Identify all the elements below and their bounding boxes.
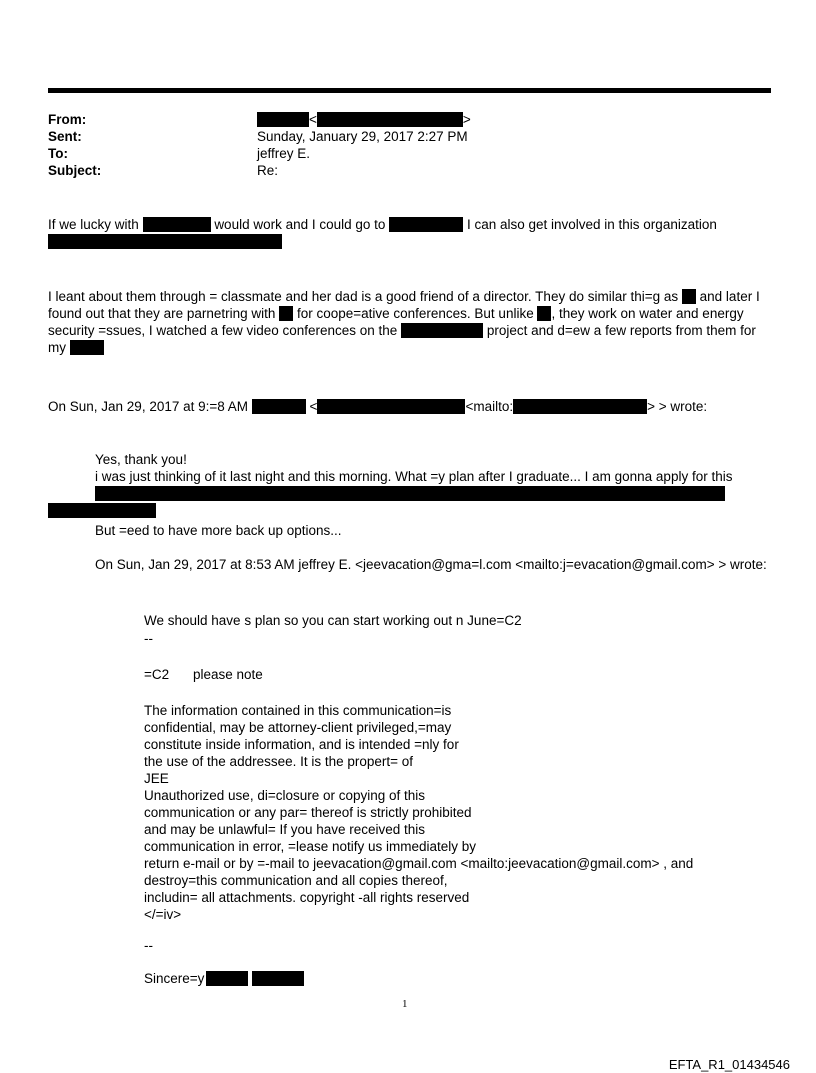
- redaction-box: [257, 112, 309, 127]
- redaction-box: [70, 340, 104, 355]
- redaction-box: [252, 971, 304, 986]
- sent-label: Sent:: [48, 129, 82, 144]
- text-run: Sincere=y: [144, 971, 205, 986]
- redaction-box: [48, 234, 282, 249]
- header-rule: [48, 88, 771, 93]
- quote-header-2: On Sun, Jan 29, 2017 at 8:53 AM jeffrey E. <jeevacation@gma=l.com <mailto:j=evacation@gmail.com> > wrote:: [95, 557, 767, 572]
- sent-value: Sunday, January 29, 2017 2:27 PM: [257, 129, 468, 144]
- disclaimer-line: constitute inside information, and is intended =nly for: [144, 737, 459, 752]
- disclaimer-line: and may be unlawful= If you have received this: [144, 822, 426, 837]
- disclaimer-line: JEE: [144, 771, 169, 786]
- disclaimer-line: Unauthorized use, di=closure or copying of this: [144, 788, 426, 803]
- redaction-box: [537, 306, 551, 321]
- backup-line: But =eed to have more back up options...: [95, 523, 342, 538]
- disclaimer-line: includin= all attachments. copyright -all rights reserved: [144, 890, 470, 905]
- c2-marker: =C2: [144, 667, 170, 682]
- disclaimer-line: </=iv>: [144, 907, 182, 922]
- paragraph-line: [48, 305, 778, 322]
- disclaimer-line: communication or any par= thereof is strictly prohibited: [144, 805, 472, 820]
- text-run: <: [309, 399, 318, 414]
- page-number: 1: [402, 998, 408, 1010]
- redaction-box: [206, 971, 248, 986]
- text-run: > > wrote:: [647, 399, 708, 414]
- paragraph-line: [48, 233, 778, 250]
- subject-value: Re:: [257, 163, 279, 178]
- disclaimer-line: communication in error, =lease notify us immediately by: [144, 839, 477, 854]
- redacted-line: [48, 502, 156, 519]
- redaction-box: [48, 503, 156, 518]
- text-run: On Sun, Jan 29, 2017 at 9:=8 AM: [48, 399, 249, 414]
- yes-line: Yes, thank you!: [95, 452, 187, 467]
- to-label: To:: [48, 146, 68, 161]
- redaction-box: [252, 399, 306, 414]
- text-run: <mailto:: [465, 399, 514, 414]
- text-run: my: [48, 340, 66, 355]
- from-value: [257, 111, 471, 128]
- redaction-box: [682, 289, 696, 304]
- redaction-box: [513, 399, 647, 414]
- text-run: project and d=ew a few reports from them for: [486, 323, 756, 338]
- disclaimer-line: return e-mail or by =-mail to jeevacation@gmail.com <mailto:jeevacation@gmail.com> , and: [144, 856, 694, 871]
- redaction-box: [143, 217, 211, 232]
- text-run: , they work on water and energy: [551, 306, 744, 321]
- text-run: and later I: [699, 289, 760, 304]
- from-row: [48, 111, 768, 128]
- paragraph-line: [48, 288, 778, 305]
- text-run: I leant about them through = classmate and her dad is a good friend of a director. They do similar thi=g as: [48, 289, 679, 304]
- text-run: would work and I could go to: [214, 217, 386, 232]
- paragraph-line: [48, 339, 778, 356]
- plan-line: We should have s plan so you can start working out n June=C2: [144, 613, 522, 628]
- text-run: I can also get involved in this organization: [466, 217, 717, 232]
- redaction-box: [401, 323, 483, 338]
- thinking-line: i was just thinking of it last night and this morning. What =y plan after I graduate... I am gonna apply for this: [95, 469, 733, 484]
- sent-row: [48, 128, 768, 145]
- redaction-box: [279, 306, 293, 321]
- paragraph-2: [48, 288, 778, 356]
- paragraph-line: [48, 322, 778, 339]
- paragraph-line: [48, 216, 778, 233]
- text-run: If we lucky with: [48, 217, 139, 232]
- text-run: found out that they are parnetring with: [48, 306, 276, 321]
- quote-header-1: [48, 398, 707, 415]
- disclaimer-line: The information contained in this communication=is: [144, 703, 452, 718]
- redacted-line: [95, 485, 725, 502]
- please-note: please note: [193, 667, 263, 682]
- signature-line: [144, 970, 304, 987]
- subject-row: [48, 162, 768, 179]
- disclaimer-line: confidential, may be attorney-client privileged,=may: [144, 720, 452, 735]
- to-row: [48, 145, 768, 162]
- subject-label: Subject:: [48, 163, 102, 178]
- redaction-box: [95, 486, 725, 501]
- redaction-box: [317, 399, 465, 414]
- redaction-box: [317, 112, 463, 127]
- document-id: EFTA_R1_01434546: [668, 1057, 790, 1072]
- paragraph-1: [48, 216, 778, 250]
- redaction-box: [389, 217, 463, 232]
- disclaimer-line: the use of the addressee. It is the propert= of: [144, 754, 414, 769]
- to-value: jeffrey E.: [257, 146, 311, 161]
- disclaimer-line: destroy=this communication and all copies thereof,: [144, 873, 448, 888]
- email-header: [48, 111, 768, 179]
- text-run: security =ssues, I watched a few video conferences on the: [48, 323, 398, 338]
- separator-dashes: --: [144, 631, 153, 646]
- from-label: From:: [48, 112, 87, 127]
- from-lt: <: [309, 112, 317, 127]
- from-gt: >: [462, 112, 471, 127]
- disclaimer: [144, 702, 764, 923]
- text-run: for coope=ative conferences. But unlike: [296, 306, 534, 321]
- separator-dashes: --: [144, 938, 153, 953]
